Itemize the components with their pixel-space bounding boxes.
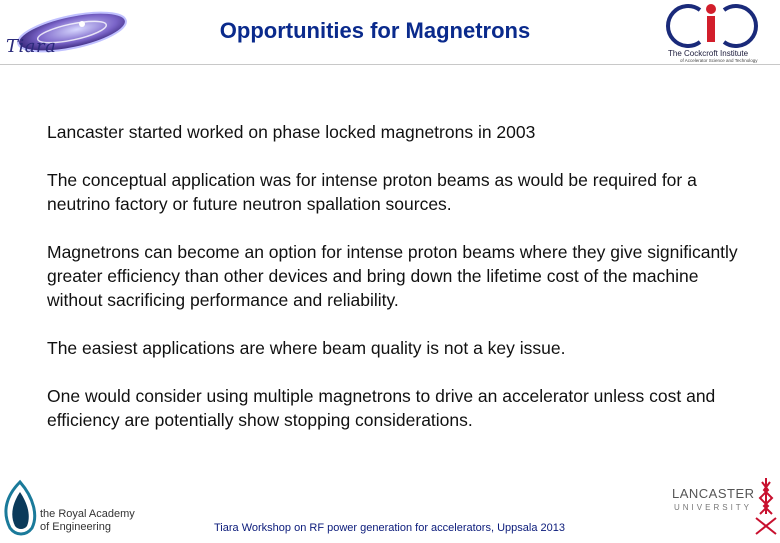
lancaster-university-logo — [668, 474, 780, 538]
tiara-logo — [2, 6, 132, 60]
footer-text: Tiara Workshop on RF power generation for accelerators, Uppsala 2013 — [214, 522, 565, 534]
paragraph: The easiest applications are where beam quality is not a key issue. — [47, 338, 566, 358]
paragraph: Magnetrons can become an option for intense proton beams where they give significantly greater efficiency than other devices and bring down the lifetime cost of the machine without sacrificing performance and reliability. — [47, 242, 738, 310]
lancaster-logo-university: UNIVERSITY — [674, 503, 753, 512]
header-divider — [0, 64, 780, 65]
royal-academy-logo-graphic — [0, 478, 40, 538]
lancaster-logo-emblem — [668, 474, 780, 538]
slide-title: Opportunities for Magnetrons — [219, 18, 531, 43]
cockcroft-logo-name: The Cockcroft Institute — [668, 49, 749, 58]
royal-academy-logo-line: of Engineering — [40, 521, 111, 533]
paragraph: Lancaster started worked on phase locked magnetrons in 2003 — [47, 122, 536, 142]
royal-academy-logo — [0, 478, 140, 538]
cockcroft-institute-logo — [662, 2, 780, 64]
slide-body — [47, 120, 747, 456]
cockcroft-logo-graphic — [662, 2, 780, 48]
cockcroft-logo-subtitle: of Accelerator Science and Technology — [680, 58, 758, 63]
paragraph: One would consider using multiple magnetrons to drive an accelerator unless cost and efficiency are potentially show stopping considerations. — [47, 386, 716, 430]
royal-academy-logo-line: the Royal Academy — [40, 508, 135, 520]
lancaster-logo-name: LANCASTER — [672, 486, 755, 501]
tiara-logo-text: Tiara — [6, 36, 57, 57]
paragraph: The conceptual application was for intense proton beams as would be required for a neutrino factory or future neutron spallation sources. — [47, 170, 697, 214]
